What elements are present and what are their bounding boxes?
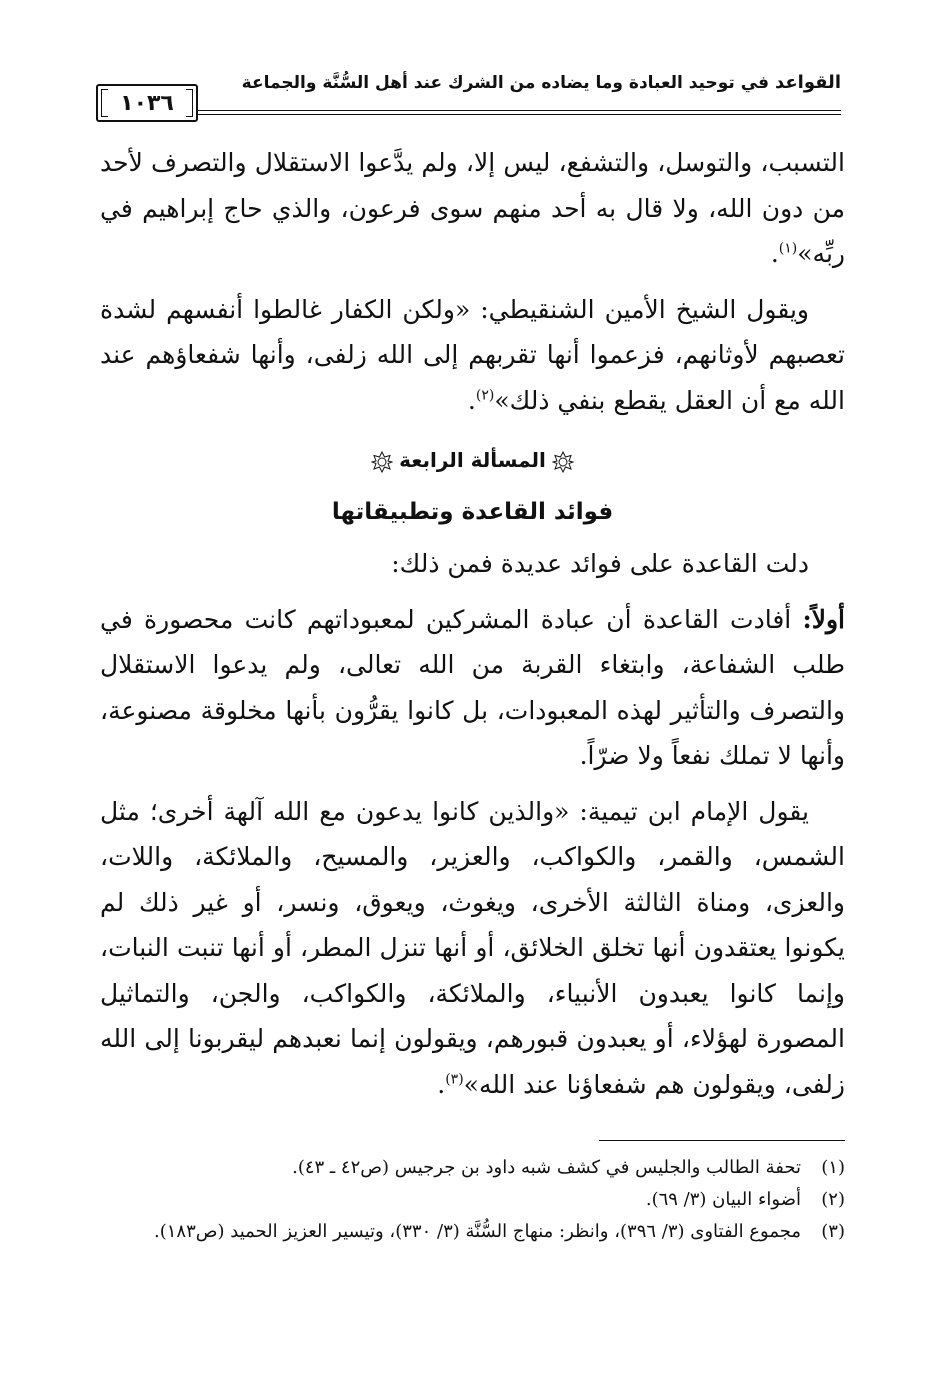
footnote-number: (٢) bbox=[821, 1189, 845, 1210]
section-label bbox=[100, 445, 845, 475]
footnote-ref-1: (١) bbox=[778, 240, 798, 257]
section-heading: فوائد القاعدة وتطبيقاتها bbox=[331, 499, 614, 525]
book-title bbox=[242, 72, 841, 93]
footnotes bbox=[100, 1152, 845, 1248]
paragraph-5 bbox=[100, 789, 845, 1108]
footnote bbox=[100, 1152, 845, 1184]
paragraph-4-lead: أولاً: bbox=[802, 604, 845, 634]
footnote-text: مجموع الفتاوى (٣/ ٣٩٦)، وانظر: منهاج السُّنَّة (٣/ ٣٣٠)، وتيسير العزيز الحميد (ص١٨٣). bbox=[153, 1221, 801, 1242]
footnote-number: (٣) bbox=[821, 1221, 845, 1242]
header-rule bbox=[201, 114, 841, 115]
main-text bbox=[100, 140, 845, 1107]
paragraph-2-end: . bbox=[467, 385, 476, 415]
footnote bbox=[100, 1216, 845, 1248]
star-ornament-icon bbox=[552, 451, 574, 473]
paragraph-1-end: . bbox=[770, 239, 779, 268]
paragraph-5-text: يقول الإمام ابن تيمية: «والذين كانوا يدعون مع الله آلهة أخرى؛ مثل الشمس، والقمر، والكواكب، والعزير، والمسيح، والملائكة، واللات، والعزى، ومناة الثالثة الأخرى، ويغوث، ويعوق، ونسر، أو غير ذلك لم يكونوا يعتقدون أنها تخلق الخلائق، أو أنها تنزل المطر، أو أنها تنبت النبات، وإنما كانوا يعبدون الأنبياء، والملائكة، والكواكب، والجن، والتماثيل المصورة لهؤلاء، أو يعبدون قبورهم، ويقولون إنما نعبدهم ليقربونا إلى الله زلفى، ويقولون هم شفعاؤنا عند الله» bbox=[100, 796, 845, 1099]
paragraph-3: دلت القاعدة على فوائد عديدة فمن ذلك: bbox=[391, 549, 809, 578]
paragraph-4 bbox=[100, 597, 845, 779]
star-ornament-icon bbox=[371, 451, 393, 473]
footnote bbox=[100, 1184, 845, 1216]
paragraph-4-text: أفادت القاعدة أن عبادة المشركين لمعبوداتهم كانت محصورة في طلب الشفاعة، وابتغاء القربة من الله تعالى، ولم يدعوا الاستقلال والتصرف والتأثير لهذه المعبودات، بل كانوا يقرُّون بأنها مخلوقة مصنوعة، وأنها لا تملك نفعاً ولا ضرّاً. bbox=[100, 604, 845, 770]
paragraph-5-end: . bbox=[437, 1069, 446, 1099]
book-title-lead: القواعد bbox=[774, 72, 841, 93]
paragraph-2-text: ويقول الشيخ الأمين الشنقيطي: «ولكن الكفار غالطوا أنفسهم لشدة تعصبهم لأوثانهم، فزعموا أنها تقربهم إلى الله زلفى، وأنها شفعاؤهم عند الله مع أن العقل يقطع بنفي ذلك» bbox=[100, 294, 845, 415]
footnote-text: تحفة الطالب والجليس في كشف شبه داود بن جرجيس (ص٤٢ ـ ٤٣). bbox=[292, 1157, 801, 1178]
footnote-ref-3: (٣) bbox=[445, 1071, 464, 1088]
paragraph-1 bbox=[100, 140, 845, 277]
paragraph-1-text: التسبب، والتوسل، والتشفع، ليس إلا، ولم يدَّعوا الاستقلال والتصرف لأحد من دون الله، ولا قال به أحد منهم سوى فرعون، والذي حاج إبراهيم في ربِّه» bbox=[100, 148, 845, 268]
book-title-rest: في توحيد العبادة وما يضاده من الشرك عند أهل السُّنَّة والجماعة bbox=[241, 73, 775, 93]
footnote-number: (١) bbox=[821, 1157, 845, 1178]
paragraph-2 bbox=[100, 287, 845, 424]
footnote-separator bbox=[599, 1140, 845, 1141]
running-header bbox=[96, 62, 841, 128]
footnote-ref-2: (٢) bbox=[475, 387, 495, 404]
header-rule bbox=[201, 110, 841, 111]
section-label-text: المسألة الرابعة bbox=[399, 448, 546, 472]
footnote-text: أضواء البيان (٣/ ٦٩). bbox=[645, 1189, 801, 1210]
page-number: ١٠٣٦ bbox=[96, 84, 198, 122]
